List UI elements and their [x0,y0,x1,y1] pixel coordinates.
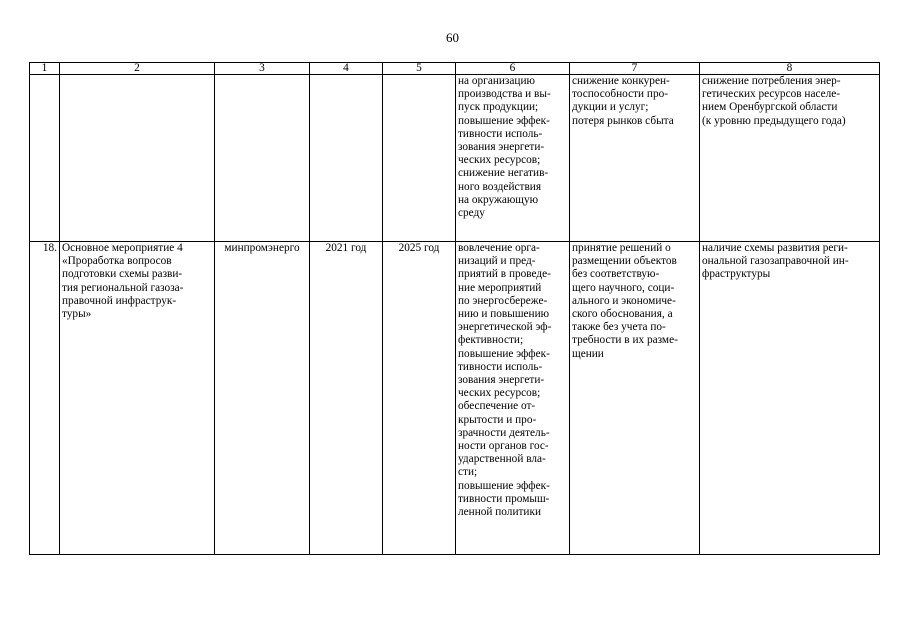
cell-text-line: ленной политики [458,506,542,519]
cell-text-line: среду [458,207,485,220]
cell-text-line: тивности исполь- [458,127,543,140]
cell-text-line: дукции и услуг; [572,101,649,114]
cell-text-line: подготовки схемы разви- [62,268,183,281]
cell-text-line: ческих ресурсов; [458,387,541,400]
cell-text-line: ческих ресурсов; [458,154,541,167]
page-number: 60 [446,30,459,45]
cell-text-line: ударственной вла- [458,453,546,466]
cell-text-line: по энергосбереже- [458,294,548,307]
measure-cell [60,75,215,242]
cell-text-line: тивности исполь- [458,360,543,373]
cell-text-line: ональной газозаправочной ин- [702,255,849,268]
cell-text-line: принятие решений о [572,242,671,254]
column-header: 8 [700,63,880,75]
table-row-18 [30,242,880,555]
end-year-cell: 2025 год [383,242,456,555]
cell-text-line: щего научного, соци- [572,281,675,294]
cell-text-line: нию и повышению [458,308,550,321]
executor-cell [215,75,310,242]
cell-text-line: ние мероприятий [458,281,542,294]
cell-text-line: снижение конкурен- [572,75,670,87]
cell-text-line: нием Оренбургской области [702,101,838,114]
start-year-cell: 2021 год [310,242,383,555]
program-measures-table [29,62,880,555]
table-row-continuation [30,75,880,242]
column-header: 4 [310,63,383,75]
cell-text-line: повышение эффек- [458,347,550,360]
end-year-cell [383,75,456,242]
row-number-cell [30,75,60,242]
cell-text-line: гетических ресурсов населе- [702,88,841,101]
cell-text-line: фективности; [458,334,524,347]
cell-text-line: тоспособности про- [572,88,669,101]
column-header: 2 [60,63,215,75]
cell-text-line: снижение негатив- [458,167,549,180]
cell-text-line: производства и вы- [458,88,551,101]
cell-text-line: тивности промыш- [458,492,550,505]
cell-text-line: пуск продукции; [458,101,539,114]
consequences-cell [570,75,700,242]
cell-text-line: крытости и про- [458,413,537,426]
cell-text-line: ального и экономиче- [572,294,676,307]
cell-text-line: без соответствую- [572,268,660,281]
cell-text-line: зрачности деятель- [458,426,550,439]
cell-text-line: снижение потребления энер- [702,75,841,87]
cell-text-line: повышение эффек- [458,114,550,127]
expected-result-cell [456,242,570,555]
cell-text-line: фраструктуры [702,268,771,281]
cell-text-line: зования энергети- [458,141,545,154]
cell-text-line: туры» [62,308,92,321]
row-number-cell: 18. [30,242,60,555]
column-number-header-row [30,63,880,75]
cell-text-line: ности органов гос- [458,440,549,453]
indicators-cell [700,75,880,242]
column-header: 3 [215,63,310,75]
indicators-cell [700,242,880,555]
expected-result-cell [456,75,570,242]
cell-text-line: на окружающую [458,193,539,206]
cell-text-line: тия региональной газоза- [62,281,184,294]
column-header: 1 [30,63,60,75]
cell-text-line: щении [572,347,604,360]
start-year-cell [310,75,383,242]
cell-text-line: низаций и пред- [458,255,536,268]
cell-text-line: обеспечение от- [458,400,536,413]
cell-text-line: (к уровню предыдущего года) [702,114,846,127]
cell-text-line: размещении объектов [572,255,677,268]
cell-text-line: ского обоснования, а [572,308,673,321]
cell-text-line: также без учета по- [572,321,666,334]
cell-text-line: ного воздействия [458,180,542,193]
cell-text-line: приятий в проведе- [458,268,551,281]
cell-text-line: повышение эффек- [458,479,550,492]
cell-text-line: сти; [458,466,478,479]
column-header: 6 [456,63,570,75]
executor-cell: минпромэнерго [215,242,310,555]
cell-text-line: требности в их разме- [572,334,678,347]
cell-text-line: на организацию [458,75,535,87]
cell-text-line: вовлечение орга- [458,242,540,254]
cell-text-line: энергетической эф- [458,321,552,334]
column-header: 5 [383,63,456,75]
cell-text-line: потеря рынков сбыта [572,114,674,127]
consequences-cell [570,242,700,555]
measure-cell [60,242,215,555]
cell-text-line: зования энергети- [458,374,545,387]
column-header: 7 [570,63,700,75]
cell-text-line: Основное мероприятие 4 [62,242,183,254]
cell-text-line: правочной инфраструк- [62,294,177,307]
cell-text-line: «Проработка вопросов [62,255,172,268]
cell-text-line: наличие схемы развития реги- [702,242,848,254]
